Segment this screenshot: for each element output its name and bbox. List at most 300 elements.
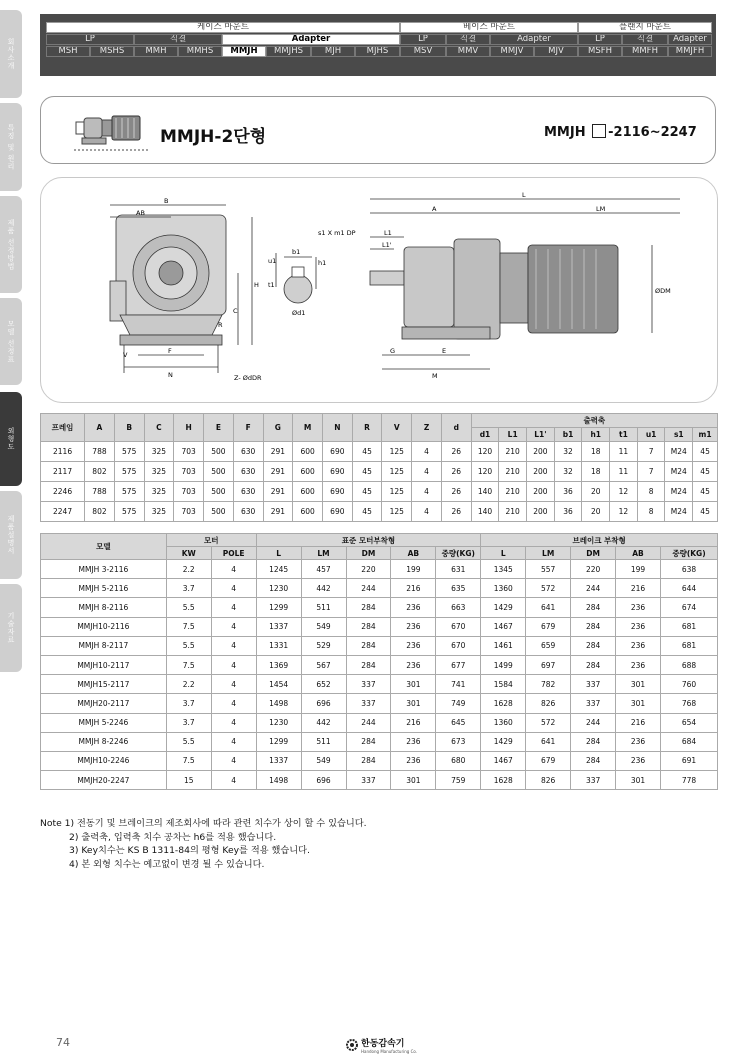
- col-m1: m1: [693, 428, 718, 442]
- table-cell: 291: [263, 442, 293, 462]
- table-cell: 284: [346, 732, 391, 751]
- table-cell: 291: [263, 502, 293, 522]
- col-brk-LM: LM: [526, 547, 571, 560]
- table-cell: 11: [610, 442, 638, 462]
- table-cell: 500: [204, 462, 234, 482]
- nav-flange-lp[interactable]: LP: [578, 34, 622, 45]
- table-cell: 36: [554, 482, 582, 502]
- table-cell: MMJH 8-2246: [41, 732, 167, 751]
- note-1: Note 1) 전동기 및 브레이크의 제조회사에 따라 관련 치수가 상이 할 수 있습니다.: [40, 818, 367, 829]
- table-cell: 679: [526, 751, 571, 770]
- table-cell: 301: [391, 771, 436, 790]
- table-cell: 125: [382, 482, 412, 502]
- col-std-L: L: [256, 547, 301, 560]
- table-cell: 670: [436, 636, 481, 655]
- side-tab-selection[interactable]: 제품 선정방법: [0, 196, 22, 293]
- table-cell: MMJH15-2117: [41, 675, 167, 694]
- table-cell: 337: [346, 675, 391, 694]
- table-cell: 4: [211, 560, 256, 579]
- table-cell: 284: [346, 655, 391, 674]
- table-cell: 244: [346, 713, 391, 732]
- nav-row-type: [42, 34, 714, 45]
- table-cell: 337: [346, 694, 391, 713]
- col-C: C: [144, 414, 174, 442]
- table-cell: 120: [471, 442, 499, 462]
- table-cell: 644: [660, 579, 717, 598]
- label-t1: t1: [268, 281, 275, 289]
- table-cell: 826: [526, 771, 571, 790]
- table-row: [41, 655, 718, 674]
- table-cell: 4: [412, 482, 442, 502]
- table-cell: 690: [322, 442, 352, 462]
- table-cell: MMJH 5-2116: [41, 579, 167, 598]
- side-tab-technical[interactable]: 기술자료: [0, 584, 22, 672]
- table-cell: 575: [114, 482, 144, 502]
- table-cell: 5.5: [166, 636, 211, 655]
- table-cell: MMJH10-2117: [41, 655, 167, 674]
- table-cell: 663: [436, 598, 481, 617]
- table-cell: 45: [693, 502, 718, 522]
- nav-model-mmfh[interactable]: MMFH: [622, 46, 668, 57]
- table-cell: MMJH 3-2116: [41, 560, 167, 579]
- table-cell: 696: [301, 694, 346, 713]
- label-E: E: [442, 347, 447, 355]
- side-tab-company[interactable]: 회사소개: [0, 10, 22, 98]
- col-b1: b1: [554, 428, 582, 442]
- label-u1: u1: [268, 257, 277, 265]
- col-s1: s1: [665, 428, 693, 442]
- label-L1: L1: [384, 229, 392, 237]
- col-std-DM: DM: [346, 547, 391, 560]
- gearmotor-thumbnail-icon: [70, 110, 152, 154]
- table-cell: 511: [301, 598, 346, 617]
- table-cell: 630: [233, 462, 263, 482]
- table-cell: 45: [693, 482, 718, 502]
- table-cell: 630: [233, 502, 263, 522]
- col-output-shaft: 출력축: [471, 414, 717, 428]
- table-row: [41, 675, 718, 694]
- table-cell: 36: [554, 502, 582, 522]
- label-H: H: [254, 281, 259, 289]
- table-cell: 703: [174, 502, 204, 522]
- table-cell: 199: [391, 560, 436, 579]
- table-cell: 216: [391, 579, 436, 598]
- table-cell: 677: [436, 655, 481, 674]
- table-cell: 210: [499, 482, 527, 502]
- table-cell: 236: [616, 751, 661, 770]
- table-cell: 337: [571, 675, 616, 694]
- table-cell: 26: [441, 462, 471, 482]
- table-cell: 236: [616, 636, 661, 655]
- table-cell: 236: [391, 617, 436, 636]
- table-row: [41, 713, 718, 732]
- table-cell: 768: [660, 694, 717, 713]
- col-brk-L: L: [481, 547, 526, 560]
- col-E: E: [204, 414, 234, 442]
- table-row: [41, 462, 718, 482]
- col-h1: h1: [582, 428, 610, 442]
- label-V: V: [123, 351, 128, 359]
- table-cell: 760: [660, 675, 717, 694]
- col-brk-DM: DM: [571, 547, 616, 560]
- table-cell: 549: [301, 751, 346, 770]
- nav-row-mount: [42, 22, 714, 33]
- col-R: R: [352, 414, 382, 442]
- nav-model-mmjv[interactable]: MMJV: [490, 46, 534, 57]
- label-F: F: [168, 347, 172, 355]
- table-row: [41, 482, 718, 502]
- table-cell: 284: [346, 617, 391, 636]
- table-cell: 567: [301, 655, 346, 674]
- col-F: F: [233, 414, 263, 442]
- table-cell: 638: [660, 560, 717, 579]
- table-cell: 125: [382, 502, 412, 522]
- nav-model-msv[interactable]: MSV: [400, 46, 446, 57]
- table-cell: 1299: [256, 598, 301, 617]
- table-cell: 284: [571, 598, 616, 617]
- table-row: [41, 771, 718, 790]
- label-B: B: [164, 197, 169, 205]
- table-cell: 200: [527, 442, 555, 462]
- table-cell: 1584: [481, 675, 526, 694]
- table-cell: 4: [211, 732, 256, 751]
- table-row: [41, 636, 718, 655]
- table-cell: 4: [412, 502, 442, 522]
- table-row: [41, 732, 718, 751]
- table-cell: 1337: [256, 617, 301, 636]
- table-cell: 236: [391, 636, 436, 655]
- table-cell: 4: [412, 442, 442, 462]
- table-cell: 236: [391, 655, 436, 674]
- table-cell: 1345: [481, 560, 526, 579]
- table-cell: 45: [352, 442, 382, 462]
- model-code-placeholder-box: [592, 124, 606, 138]
- table-cell: 45: [693, 442, 718, 462]
- nav-model-mjh[interactable]: MJH: [311, 46, 355, 57]
- col-L1: L1: [499, 428, 527, 442]
- nav-model-mmv[interactable]: MMV: [446, 46, 490, 57]
- table-cell: 216: [391, 713, 436, 732]
- table-cell: 630: [233, 442, 263, 462]
- table-cell: 4: [211, 636, 256, 655]
- table-cell: 45: [352, 462, 382, 482]
- table-cell: 4: [211, 713, 256, 732]
- table-cell: 703: [174, 482, 204, 502]
- table-cell: 1628: [481, 694, 526, 713]
- table-cell: 654: [660, 713, 717, 732]
- table-cell: 45: [693, 462, 718, 482]
- col-L1-prime: L1': [527, 428, 555, 442]
- table-cell: 3.7: [166, 579, 211, 598]
- table-cell: 32: [554, 442, 582, 462]
- table-cell: 749: [436, 694, 481, 713]
- side-tab-manual[interactable]: 제품설명서: [0, 491, 22, 579]
- nav-flange-mount[interactable]: 플랜지 마운트: [578, 22, 712, 33]
- table-cell: 681: [660, 617, 717, 636]
- table-cell: 652: [301, 675, 346, 694]
- table-cell: 12: [610, 482, 638, 502]
- nav-base-mount[interactable]: 베이스 마운트: [400, 22, 578, 33]
- gear-logo-icon: [346, 1039, 358, 1051]
- table-cell: 688: [660, 655, 717, 674]
- table-cell: 220: [346, 560, 391, 579]
- table-cell: 788: [85, 482, 115, 502]
- table-cell: 2116: [41, 442, 85, 462]
- table-cell: 1429: [481, 598, 526, 617]
- side-tab-dimensions[interactable]: 외형도: [0, 392, 22, 486]
- table-cell: 1331: [256, 636, 301, 655]
- table-cell: 549: [301, 617, 346, 636]
- table-cell: 1360: [481, 579, 526, 598]
- table-cell: 325: [144, 462, 174, 482]
- table-cell: MMJH 8-2117: [41, 636, 167, 655]
- table-cell: 1461: [481, 636, 526, 655]
- col-V: V: [382, 414, 412, 442]
- table-cell: 4: [211, 751, 256, 770]
- table-cell: 325: [144, 482, 174, 502]
- table-cell: 4: [211, 579, 256, 598]
- table-cell: 301: [391, 694, 436, 713]
- table-cell: 3.7: [166, 713, 211, 732]
- table-cell: 782: [526, 675, 571, 694]
- table-cell: 236: [616, 617, 661, 636]
- table-cell: 696: [301, 771, 346, 790]
- table-cell: 4: [211, 675, 256, 694]
- table-row: [41, 751, 718, 770]
- table-row: [41, 617, 718, 636]
- nav-model-mmjh[interactable]: MMJH: [222, 46, 266, 57]
- table-cell: 7: [637, 462, 665, 482]
- nav-model-mmh[interactable]: MMH: [134, 46, 178, 57]
- col-brk-AB: AB: [616, 547, 661, 560]
- table-cell: 236: [616, 732, 661, 751]
- table-cell: 199: [616, 560, 661, 579]
- note-3: 3) Key치수는 KS B 1311-84의 평형 Key를 적용 했습니다.: [69, 845, 310, 856]
- table-cell: 244: [571, 579, 616, 598]
- table-cell: 284: [346, 636, 391, 655]
- table-cell: 788: [85, 442, 115, 462]
- table-cell: 1467: [481, 617, 526, 636]
- nav-model-mshs[interactable]: MSHS: [90, 46, 134, 57]
- table-cell: 511: [301, 732, 346, 751]
- label-LM: LM: [596, 205, 606, 213]
- table-cell: 45: [352, 482, 382, 502]
- nav-base-lp[interactable]: LP: [400, 34, 446, 45]
- table-cell: 4: [211, 598, 256, 617]
- table-cell: 284: [571, 655, 616, 674]
- table-cell: 11: [610, 462, 638, 482]
- table-cell: 8: [637, 482, 665, 502]
- table-cell: 690: [322, 482, 352, 502]
- nav-model-mmjhs[interactable]: MMJHS: [266, 46, 311, 57]
- label-h1: h1: [318, 259, 327, 267]
- table-cell: 220: [571, 560, 616, 579]
- table-cell: 4: [211, 771, 256, 790]
- table-cell: 200: [527, 502, 555, 522]
- nav-case-lp[interactable]: LP: [46, 34, 134, 45]
- table-cell: 210: [499, 502, 527, 522]
- nav-model-mjv[interactable]: MJV: [534, 46, 578, 57]
- table-cell: 236: [391, 751, 436, 770]
- col-B: B: [114, 414, 144, 442]
- table-cell: 741: [436, 675, 481, 694]
- col-kw: KW: [166, 547, 211, 560]
- col-d: d: [441, 414, 471, 442]
- table-cell: 120: [471, 462, 499, 482]
- table-cell: 20: [582, 482, 610, 502]
- table-cell: 500: [204, 502, 234, 522]
- nav-model-msh[interactable]: MSH: [46, 46, 90, 57]
- table-cell: 1360: [481, 713, 526, 732]
- model-table-body: [41, 560, 718, 790]
- table-cell: 1245: [256, 560, 301, 579]
- table-cell: 4: [211, 655, 256, 674]
- table-cell: MMJH20-2117: [41, 694, 167, 713]
- table-cell: 125: [382, 462, 412, 482]
- dimension-drawing: [40, 177, 718, 403]
- side-tab-model[interactable]: 모델 선정표: [0, 298, 22, 385]
- table-row: [41, 598, 718, 617]
- table-cell: 575: [114, 462, 144, 482]
- table-cell: 691: [660, 751, 717, 770]
- table-cell: 4: [211, 617, 256, 636]
- table-cell: 1467: [481, 751, 526, 770]
- table-cell: 631: [436, 560, 481, 579]
- table-cell: 325: [144, 502, 174, 522]
- col-standard-motor: 표준 모터부착형: [256, 534, 481, 547]
- table-cell: 337: [571, 771, 616, 790]
- table-cell: 1498: [256, 694, 301, 713]
- table-cell: 681: [660, 636, 717, 655]
- table-cell: MMJH 8-2116: [41, 598, 167, 617]
- table-cell: 140: [471, 482, 499, 502]
- table-cell: 2.2: [166, 560, 211, 579]
- table-cell: 12: [610, 502, 638, 522]
- table-cell: M24: [665, 442, 693, 462]
- col-brk-weight: 중량(KG): [660, 547, 717, 560]
- table-cell: 457: [301, 560, 346, 579]
- col-t1: t1: [610, 428, 638, 442]
- table-cell: 284: [571, 751, 616, 770]
- nav-case-direct[interactable]: 직결: [134, 34, 222, 45]
- table-cell: 500: [204, 482, 234, 502]
- table-row: [41, 442, 718, 462]
- col-brake-motor: 브레이크 부착형: [481, 534, 718, 547]
- table-row: [41, 579, 718, 598]
- label-L1-prime: L1': [382, 241, 392, 249]
- table-cell: 690: [322, 462, 352, 482]
- table-cell: 1628: [481, 771, 526, 790]
- label-A: A: [432, 205, 437, 213]
- table-cell: 442: [301, 713, 346, 732]
- table-cell: 557: [526, 560, 571, 579]
- table-cell: 703: [174, 442, 204, 462]
- table-cell: 690: [322, 502, 352, 522]
- table-cell: 630: [233, 482, 263, 502]
- table-cell: 703: [174, 462, 204, 482]
- table-cell: 575: [114, 502, 144, 522]
- table-cell: 244: [346, 579, 391, 598]
- table-cell: 572: [526, 579, 571, 598]
- table-cell: 1454: [256, 675, 301, 694]
- table-cell: 26: [441, 482, 471, 502]
- table-row: [41, 560, 718, 579]
- table-cell: 673: [436, 732, 481, 751]
- table-cell: 301: [616, 771, 661, 790]
- nav-model-mmhs[interactable]: MMHS: [178, 46, 222, 57]
- table-cell: 600: [293, 482, 323, 502]
- table-cell: 802: [85, 502, 115, 522]
- table-cell: 15: [166, 771, 211, 790]
- nav-base-adapter[interactable]: Adapter: [490, 34, 578, 45]
- col-motor: 모터: [166, 534, 256, 547]
- table-cell: 2246: [41, 482, 85, 502]
- nav-row-models: [42, 46, 714, 57]
- col-frame: 프레임: [41, 414, 85, 442]
- table-cell: 600: [293, 502, 323, 522]
- table-cell: 826: [526, 694, 571, 713]
- table-cell: 210: [499, 462, 527, 482]
- table-cell: 301: [616, 675, 661, 694]
- notes: [40, 817, 367, 871]
- table-cell: 1369: [256, 655, 301, 674]
- table-cell: 284: [346, 598, 391, 617]
- table-cell: 575: [114, 442, 144, 462]
- table-cell: 500: [204, 442, 234, 462]
- col-model: 모델: [41, 534, 167, 560]
- table-cell: 2117: [41, 462, 85, 482]
- nav-model-mmjfh[interactable]: MMJFH: [668, 46, 712, 57]
- table-cell: 759: [436, 771, 481, 790]
- table-cell: MMJH20-2247: [41, 771, 167, 790]
- nav-model-mjhs[interactable]: MJHS: [355, 46, 400, 57]
- table-cell: 18: [582, 462, 610, 482]
- col-G: G: [263, 414, 293, 442]
- nav-flange-direct[interactable]: 직결: [622, 34, 668, 45]
- table-cell: 244: [571, 713, 616, 732]
- table-cell: MMJH10-2246: [41, 751, 167, 770]
- model-code-suffix: -2116~2247: [608, 125, 697, 140]
- table-cell: 216: [616, 713, 661, 732]
- nav-model-msfh[interactable]: MSFH: [578, 46, 622, 57]
- table-row: [41, 502, 718, 522]
- table-cell: 125: [382, 442, 412, 462]
- nav-case-mount[interactable]: 케이스 마운트: [46, 22, 400, 33]
- table-cell: 140: [471, 502, 499, 522]
- nav-case-adapter[interactable]: Adapter: [222, 34, 400, 45]
- table-cell: 26: [441, 442, 471, 462]
- table-cell: 4: [211, 694, 256, 713]
- col-std-LM: LM: [301, 547, 346, 560]
- model-code: [544, 124, 697, 140]
- dimension-table: [40, 413, 718, 522]
- table-cell: 284: [346, 751, 391, 770]
- side-tab-features[interactable]: 특징 및 원리: [0, 103, 22, 191]
- table-cell: 291: [263, 482, 293, 502]
- label-M: M: [432, 372, 438, 380]
- table-cell: 802: [85, 462, 115, 482]
- nav-base-direct[interactable]: 직결: [446, 34, 490, 45]
- table-cell: 20: [582, 502, 610, 522]
- table-cell: M24: [665, 482, 693, 502]
- table-cell: 697: [526, 655, 571, 674]
- col-pole: POLE: [211, 547, 256, 560]
- company-logo: [346, 1036, 417, 1054]
- table-cell: MMJH 5-2246: [41, 713, 167, 732]
- col-N: N: [322, 414, 352, 442]
- note-2: 2) 출력축, 입력축 치수 공차는 h6를 적용 했습니다.: [69, 831, 277, 843]
- nav-flange-adapter[interactable]: Adapter: [668, 34, 712, 45]
